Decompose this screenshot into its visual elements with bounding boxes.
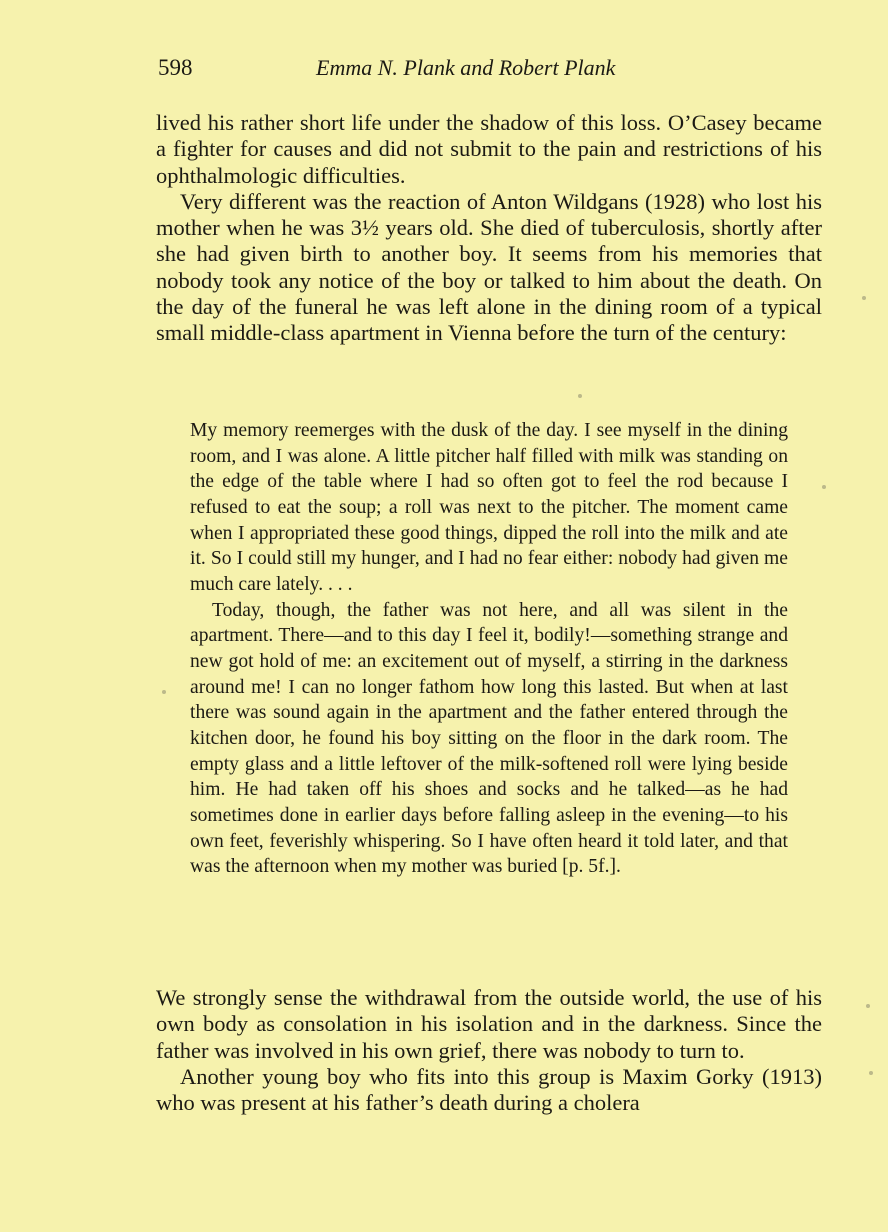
paper-speck [866, 1004, 870, 1008]
paper-speck [162, 690, 166, 694]
page-header [158, 52, 822, 86]
page-number: 598 [158, 55, 193, 80]
running-head: Emma N. Plank and Robert Plank [316, 55, 616, 80]
block-quote [190, 418, 788, 880]
paragraph: Very different was the reaction of Anton Wildgans (1928) who lost his mother when he was 3½ years old. She died of tuberculosis, shortly after she had given birth to another boy. It seems from his memories that nobody took any notice of the boy or talked to him about the death. On the day of the funeral he was left alone in the dining room of a typical small middle-class apartment in Vienna before the turn of the century: [156, 188, 822, 346]
quote-paragraph: My memory reemerges with the dusk of the day. I see myself in the dining room, and I was alone. A little pitcher half filled with milk was standing on the edge of the table where I had so often got to feel the rod because I refused to eat the soup; a roll was next to the pitcher. The moment came when I appropriated these good things, dipped the roll into the milk and ate it. So I could still my hunger, and I had no fear either: nobody had given me much care lately. . . . [190, 420, 788, 595]
body-text-before-quote [156, 110, 822, 347]
paper-speck [822, 485, 826, 489]
body-text-after-quote [156, 985, 822, 1116]
paper-speck [862, 296, 866, 300]
paragraph: Another young boy who fits into this group is Maxim Gorky (1913) who was present at his father’s death during a cholera [156, 1063, 822, 1116]
paragraph: lived his rather short life under the shadow of this loss. O’Casey became a fighter for causes and did not submit to the pain and restrictions of his ophthalmologic difficulties. [156, 110, 822, 188]
paragraph: We strongly sense the withdrawal from the outside world, the use of his own body as consolation in his isolation and in the darkness. Since the father was involved in his own grief, there was nobody to turn to. [156, 985, 822, 1063]
quote-paragraph: Today, though, the father was not here, and all was silent in the apartment. There—and to this day I feel it, bodily!—something strange and new got hold of me: an excitement out of myself, a stirring in the darkness around me! I can no longer fathom how long this lasted. But when at last there was sound again in the apartment and the father entered through the kitchen door, he found his boy sitting on the floor in the dark room. The empty glass and a little leftover of the milk-softened roll were lying beside him. He had taken off his shoes and socks and he talked—as he had sometimes done in earlier days before falling asleep in the evening—to his own feet, feverishly whispering. So I have often heard it told later, and that was the afternoon when my mother was buried [p. 5f.]. [190, 599, 788, 878]
paper-speck [869, 1071, 873, 1075]
paper-speck [578, 394, 582, 398]
